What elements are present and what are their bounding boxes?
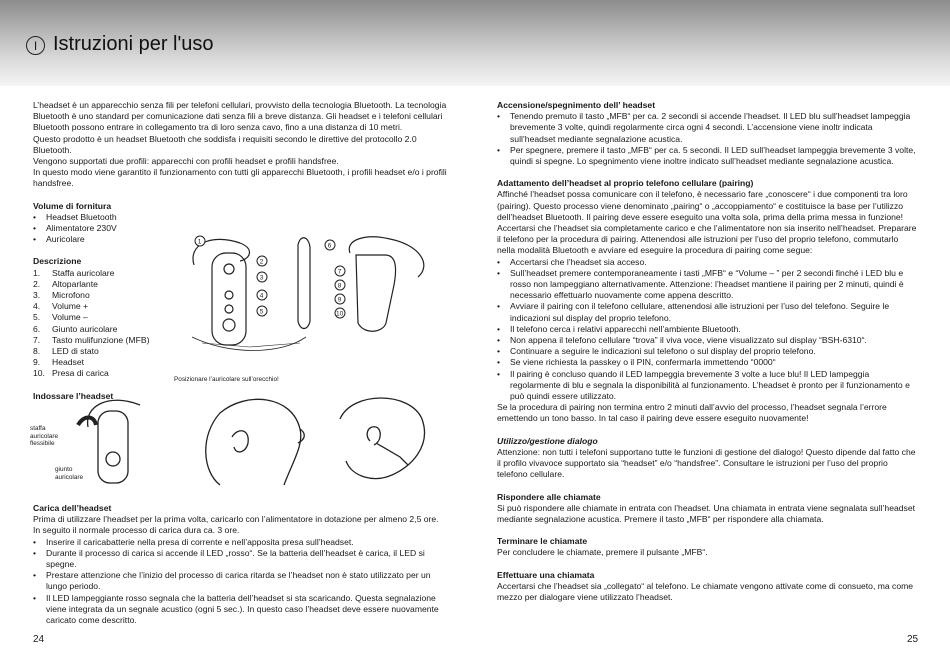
make-call-heading: Effettuare una chiamata [497,569,595,580]
language-badge: I [26,36,45,55]
list-item: • Se viene richiesta la passkey o il PIN, confermarla immettendo “0000“ [497,357,917,368]
list-item: • Sull’headset premere contemporaneamente i tasti „MFB“ e “Volume – ” per 2 secondi finché i LED blu e rosso non lampeggiano alternativamente. Attenzione: l’headset mantiene il pairing per 2 minuti, quindi è necessario effettuarlo nuovamente come appena descritto. [497,268,917,302]
callout-number: 6 [327,242,332,250]
callout-number: 2 [259,258,264,266]
usage-text: Attenzione: non tutti i telefoni supportano tutte le funzioni di gestione del dialogo! Questo dipende dal fatto che il profilo vivavoce supportato sia “headset” e/o “handsfree”. Consultare le istruzioni per l’uso del proprio telefono cellulare. [497,446,916,480]
list-item: 5. Volume – [33,312,88,323]
callout-number: 7 [337,268,342,276]
charge-section [33,503,451,626]
page-number-right: 25 [907,634,919,645]
intro-line: handsfree. [33,178,74,189]
headset-diagram [180,225,452,365]
callout-number: 10 [336,310,344,318]
list-item: 4. Volume + [33,301,89,312]
callout-number: 3 [259,274,264,282]
list-item: 2. Altoparlante [33,278,98,289]
wearing-illustration [70,385,450,495]
wear-heading: Indossare l’headset [33,390,114,401]
intro-line: In questo modo viene garantito il funzionamento con tutti gli apparecchi Bluetooth, i profili headset e/o i profili [33,167,447,178]
label-staffa: staffa auricolare flessibile [30,425,59,447]
charge-intro-line: In seguito il normale processo di carica dura ca. 3 ore. [33,525,240,536]
intro-line: Bluetooth è uno standard per comunicazione dati senza fili a breve distanza. Gli headset e i telefoni cellulari [33,111,443,122]
intro-line: Vengono supportati due profili: apparecchi con profili headset e profili handsfree. [33,156,339,167]
list-item: • Inserire il caricabatterie nella presa di corrente e nell’apposita presa sull’headset. [33,537,451,548]
list-item: • Il pairing è concluso quando il LED lampeggia brevemente 3 volte a luce blu! Il LED lampeggia regolarmente di blu e segnala la disponibilità al funzionamento. L’headset è pronto per il funzionamento e può quindi essere utilizzato. [497,369,917,403]
pairing-outro: Se la procedura di pairing non termina entro 2 minuti dall’avvio del processo, l’headset segnala l’errore emettendo un tono basso. In tal caso il pairing deve essere eseguito nuovamente! [497,402,887,424]
callout-number: 4 [259,292,264,300]
list-item: • Tenendo premuto il tasto „MFB“ per ca. 2 secondi si accende l’headset. Il LED blu sull’headset lampeggia brevemente 3 volte, quindi regolarmente circa ogni 4 secondi. L’accensione viene inoltr indicata sull’headset mediante segnalazione acustica. [497,111,917,145]
callout-number: 9 [337,296,342,304]
end-call-heading: Terminare le chiamate [497,536,588,547]
list-item: 7. Tasto mulifunzione (MFB) [33,334,150,345]
answer-heading: Rispondere alle chiamate [497,491,601,502]
charge-list [33,537,451,627]
power-heading: Accensione/spegnimento dell’ headset [497,100,656,110]
pairing-heading: Adattamento dell’headset al proprio telefono cellulare (pairing) [497,178,754,189]
label-giunto: giunto auricolare [55,466,84,481]
callout-number: 5 [259,308,264,316]
page-title: Istruzioni per l'uso [53,33,214,55]
list-item: • Il telefono cerca i relativi apparecchi nell’ambiente Bluetooth. [497,324,917,335]
list-item: • Accertarsi che l’headset sia acceso. [497,257,917,268]
supply-heading: Volume di fornitura [33,200,112,211]
pairing-list [497,257,917,403]
make-call-text: Accertarsi che l’headset sia „collegato“ al telefono. Le chiamate vengono attivate come di consueto, ma come mezzo per dialogare viene utilizzato l’headset. [497,580,914,602]
power-list [497,111,917,167]
list-item: • Alimentatore 230V [33,223,451,234]
intro-line: Questo prodotto è un headset Bluetooth che soddisfa i requisiti secondo le direttive del protocollo 2.0 Bluetooth. [33,133,417,155]
list-item: • Auricolare [33,234,451,245]
list-item: • Prestare attenzione che l’inizio del processo di carica ritarda se l’headset non è stato utilizzato per un lungo periodo. [33,570,451,592]
list-item: 1. Staffa auricolare [33,267,115,278]
charge-heading: Carica dell’headset [33,503,112,513]
intro-line: Bluetooth possono entrare in collegamento tra di loro senza cavo, fino a una distanza di 10 metri. [33,122,403,133]
list-item: • Il LED lampeggiante rosso segnala che la batteria dell’headset si sta scaricando. Questa segnalazione viene integrata da un segnale acustico (ogni 5 sec.). In questo caso l’headset deve essere nuovamente caricato come descritto. [33,593,451,627]
list-item: 9. Headset [33,357,85,368]
list-item: • Continuare a seguire le indicazioni sul telefono o sul display del proprio telefono. [497,346,917,357]
list-item: 3. Microfono [33,290,90,301]
page-number-left: 24 [33,634,45,645]
list-item: • Non appena il telefono cellulare “trova” il viva voce, viene visualizzato sul display “BSH-6310“. [497,335,917,346]
usage-heading: Utilizzo/gestione dialogo [497,435,598,446]
list-item: • Durante il processo di carica si accende il LED „rosso“. Se la batteria dell’headset è carica, il LED si spegne. [33,548,451,570]
list-item: 10. Presa di carica [33,368,109,379]
page-header-band [0,0,950,86]
wear-caption: Posizionare l’auricolare sull’orecchio! [174,376,279,383]
callout-number: 1 [197,238,202,246]
list-item: • Per spegnere, premere il tasto „MFB“ per ca. 5 secondi. Il LED sull’headset lampeggia brevemente 3 volte, quindi si spegne. Lo spegnimento viene inoltre indicato sull’headset mediante segnalazione acustica. [497,145,917,167]
callout-number: 8 [337,282,342,290]
description-heading: Descrizione [33,256,82,267]
list-item: • Headset Bluetooth [33,212,451,223]
list-item: 8. LED di stato [33,346,99,357]
list-item: • Avviare il pairing con il telefono cellulare, attenendosi alle istruzioni per l’uso del telefono. Seguire le indicazioni sul display del proprio telefono. [497,301,917,323]
answer-text: Si può rispondere alle chiamate in entrata con l’headset. Una chiamata in entrata viene segnalata sull’headset mediante segnalazione acustica. Premere il tasto „MFB“ per rispondere alla chiamata. [497,502,916,524]
right-column [497,100,917,603]
pairing-intro: Affinché l’headset possa comunicare con il telefono, è necessario fare „conoscere“ i due componenti tra loro (pairing). Questo processo viene denominato „pairing“ o „accoppiamento“ e costituisce la base per l’utilizzo dell’headset Bluetooth. Il pairing deve essere eseguito una volta sola, prima della prima messa in funzione! Accertarsi che l’headset sia completamente carico e che l’alimentatore non sia inserito nell’headset. Preparare il telefono per la procedura di pairing. Attenendosi alle istruzioni per l’uso del proprio telefono, commutarlo nella modalità Bluetooth e avviare ed eseguire la procedura di pairing come segue: [497,189,917,256]
charge-intro-line: Prima di utilizzare l’headset per la prima volta, caricarlo con l’alimentatore in dotazione per almeno 2,5 ore. [33,514,439,525]
list-item: 6. Giunto auricolare [33,323,118,334]
end-call-text: Per concludere le chiamate, premere il pulsante „MFB“. [497,547,708,558]
intro-line: L’headset è un apparecchio senza fili per telefoni cellulari, provvisto della tecnologia Bluetooth. La tecnologia [33,100,447,110]
